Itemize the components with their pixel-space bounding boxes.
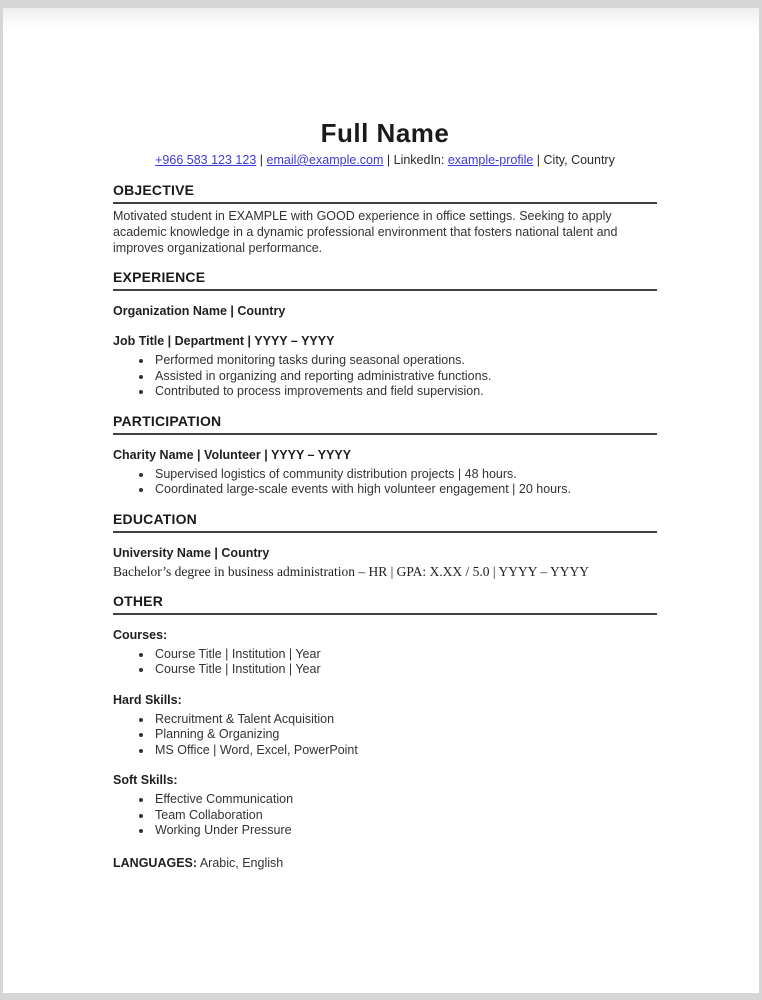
experience-bullets <box>113 353 657 400</box>
linkedin-link[interactable]: example-profile <box>447 153 534 167</box>
hard-skills-label: Hard Skills: <box>113 692 182 707</box>
list-item: • MS Office | Word, Excel, PowerPoint <box>153 743 657 759</box>
hard-skills-bullets <box>113 712 657 759</box>
courses-label: Courses: <box>113 627 168 642</box>
list-item: • Assisted in organizing and reporting administrative functions. <box>153 369 657 385</box>
soft-skills-bullets <box>113 792 657 839</box>
section-rule <box>113 531 657 533</box>
phone-link[interactable]: +966 583 123 123 <box>155 153 257 167</box>
separator: | <box>536 153 541 167</box>
list-item: • Performed monitoring tasks during seasonal operations. <box>153 353 657 369</box>
section-heading-participation: PARTICIPATION <box>113 412 222 429</box>
soft-skills-label: Soft Skills: <box>113 773 178 787</box>
objective-text: Motivated student in EXAMPLE with GOOD experience in office settings. Seeking to apply academic knowledge in a dynamic professional environment that fosters national talent and improves organizational performance. <box>113 209 618 255</box>
section-participation <box>113 413 657 498</box>
list-item: • Planning & Organizing <box>153 727 657 743</box>
location-text: City, Country <box>543 153 615 167</box>
list-item: • Effective Communication <box>153 792 657 808</box>
linkedin-label: LinkedIn: <box>393 153 445 167</box>
list-item: • Coordinated large-scale events with high volunteer engagement | 20 hours. <box>153 482 657 498</box>
email-link[interactable]: email@example.com <box>266 153 384 167</box>
list-item: • Contributed to process improvements and field supervision. <box>153 384 657 400</box>
separator: | <box>386 153 391 167</box>
section-heading-objective: OBJECTIVE <box>113 182 195 198</box>
list-item: • Working Under Pressure <box>153 823 657 839</box>
section-heading-education: EDUCATION <box>113 510 197 527</box>
section-heading-other: OTHER <box>113 592 163 609</box>
list-item: • Supervised logistics of community distribution projects | 48 hours. <box>153 467 657 483</box>
section-rule <box>113 433 657 435</box>
list-item: • Team Collaboration <box>153 808 657 824</box>
section-other <box>113 593 657 871</box>
languages-line <box>113 856 657 871</box>
organization-line: Organization Name | Country <box>113 304 286 318</box>
list-item: • Course Title | Institution | Year <box>153 662 657 678</box>
university-line: University Name | Country <box>113 545 270 560</box>
section-rule <box>113 289 657 291</box>
contact-line <box>113 152 657 169</box>
courses-bullets <box>113 647 657 678</box>
languages-value: Arabic, English <box>199 855 284 870</box>
degree-line: Bachelor’s degree in business administration – HR | GPA: X.XX / 5.0 | YYYY – YYYY <box>113 563 589 579</box>
separator: | <box>259 153 264 167</box>
charity-line: Charity Name | Volunteer | YYYY – YYYY <box>113 447 352 462</box>
page-title: Full Name <box>320 118 450 148</box>
section-rule <box>113 202 657 204</box>
list-item: • Course Title | Institution | Year <box>153 647 657 663</box>
section-experience <box>113 269 657 400</box>
participation-bullets <box>113 467 657 498</box>
section-education <box>113 511 657 580</box>
job-title-line: Job Title | Department | YYYY – YYYY <box>113 334 335 348</box>
section-rule <box>113 613 657 615</box>
list-item: • Recruitment & Talent Acquisition <box>153 712 657 728</box>
section-objective <box>113 182 657 256</box>
languages-label: LANGUAGES: <box>113 855 198 870</box>
section-heading-experience: EXPERIENCE <box>113 269 206 285</box>
resume-page <box>3 8 759 993</box>
